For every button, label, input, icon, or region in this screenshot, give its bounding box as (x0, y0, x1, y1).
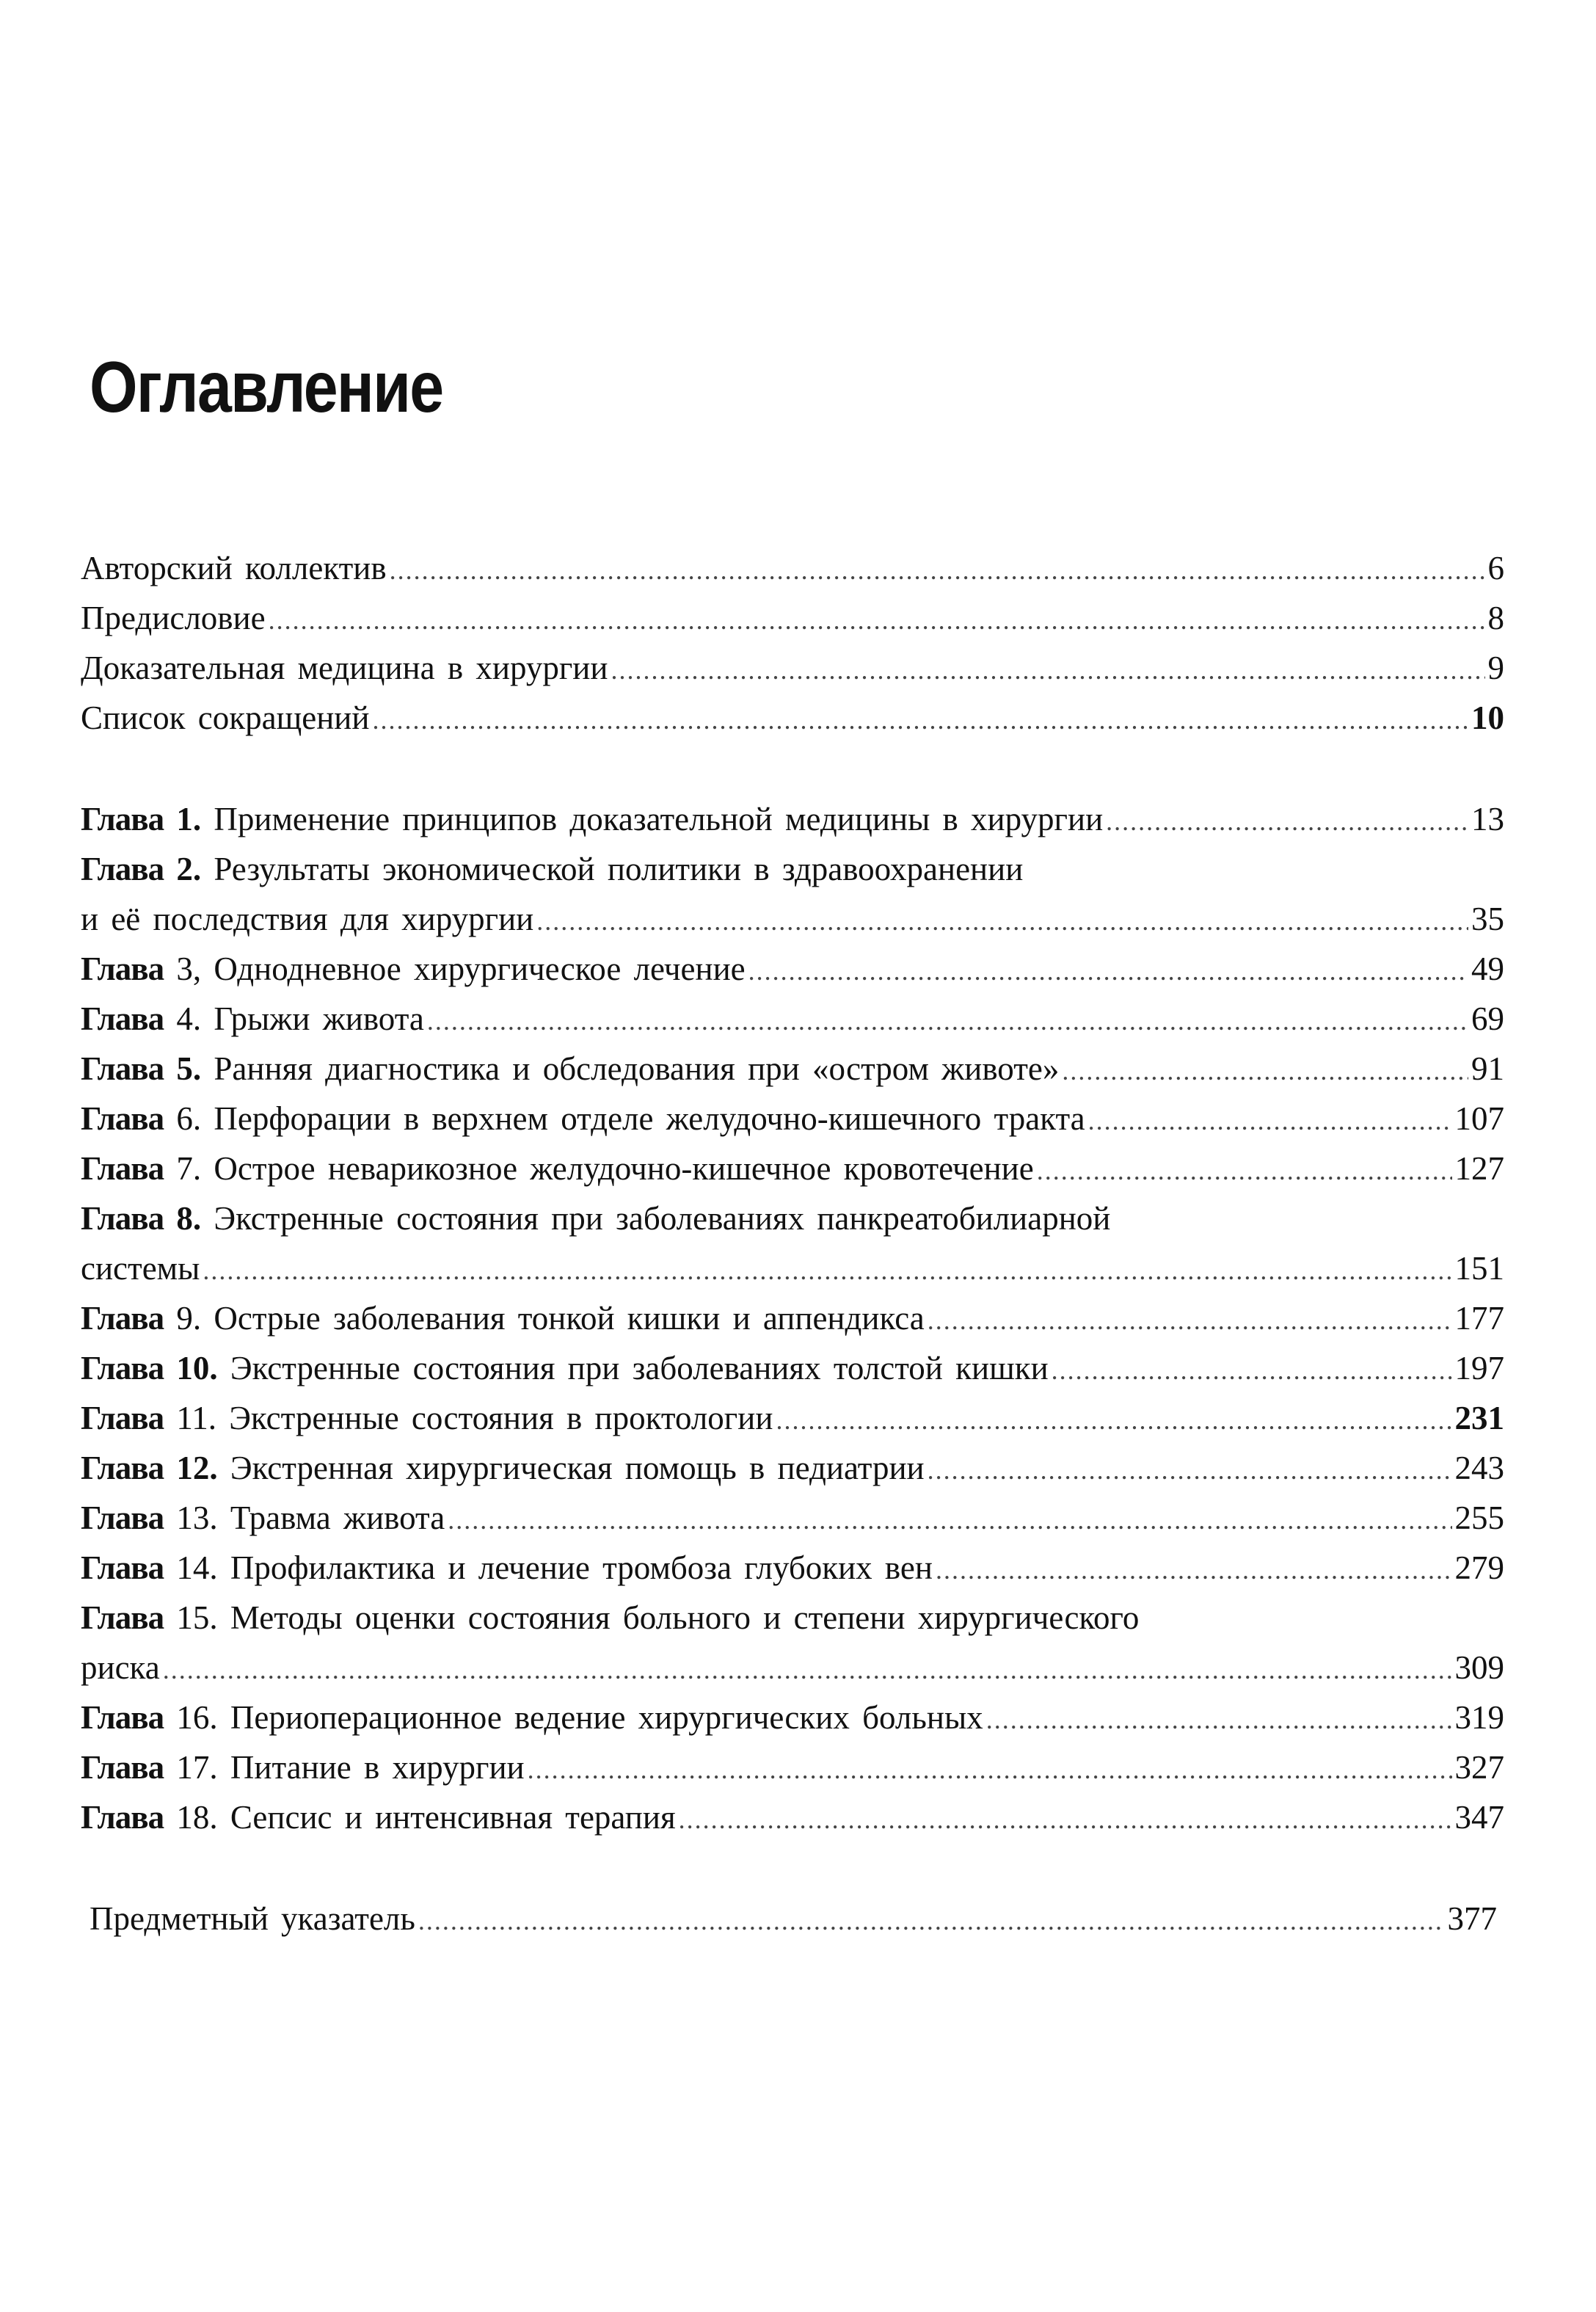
toc-entry-index[interactable] (90, 1894, 1497, 1944)
toc-entry-page: 6 (1487, 550, 1504, 586)
chapter-label: Глава (81, 1050, 164, 1087)
toc-entry[interactable] (81, 593, 1504, 643)
toc-chapter-entry[interactable] (81, 844, 1504, 894)
toc-entry-page: 377 (1447, 1900, 1497, 1937)
toc-entry-page: 49 (1471, 950, 1504, 987)
dot-leader (390, 545, 1485, 595)
toc-chapter-entry[interactable] (81, 1742, 1504, 1792)
dot-leader (528, 1745, 1452, 1795)
toc-chapter-entry[interactable] (81, 994, 1504, 1044)
toc-chapter-entry[interactable] (81, 1543, 1504, 1593)
toc-entry-page: 177 (1454, 1300, 1504, 1337)
chapter-title: Питание в хирургии (230, 1749, 525, 1786)
chapter-title: Экстренные состояния в проктологии (229, 1400, 773, 1436)
chapter-title: Перфорации в верхнем отделе желудочно-кишечного тракта (214, 1100, 1085, 1137)
toc-chapter-heading (81, 944, 746, 994)
chapter-number: 17. (176, 1749, 218, 1786)
dot-leader (372, 695, 1468, 745)
chapter-label: Глава (81, 1599, 164, 1636)
chapter-label: Глава (81, 1749, 164, 1786)
toc-front-matter (81, 543, 1504, 743)
toc-chapter-heading (81, 1742, 525, 1792)
toc-entry-title: Авторский коллектив (81, 550, 387, 586)
toc-chapter-heading (81, 1543, 933, 1593)
toc-entry-page: 231 (1454, 1400, 1504, 1436)
chapter-number: 10. (176, 1350, 218, 1386)
dot-leader (986, 1695, 1452, 1745)
chapter-label: Глава (81, 950, 164, 987)
chapter-number: 13. (176, 1499, 218, 1536)
toc-chapters (81, 794, 1504, 1842)
dot-leader (163, 1645, 1452, 1695)
toc-entry-page: 107 (1454, 1100, 1504, 1137)
toc-chapter-heading (81, 1343, 1049, 1393)
dot-leader (203, 1246, 1451, 1295)
toc-chapter-entry[interactable] (81, 794, 1504, 844)
chapter-label: Глава (81, 1200, 164, 1237)
toc-chapter-heading (81, 794, 1103, 844)
chapter-number: 5. (176, 1050, 202, 1087)
chapter-number: 1. (176, 801, 202, 837)
dot-leader (936, 1545, 1452, 1595)
chapter-label: Глава (81, 1150, 164, 1187)
chapter-label: Глава (81, 801, 164, 837)
toc-entry-page: 347 (1454, 1799, 1504, 1836)
toc-chapter-heading (81, 1193, 1110, 1243)
dot-leader (536, 896, 1468, 946)
chapter-number: 12. (176, 1450, 218, 1486)
toc-chapter-heading (81, 1044, 1059, 1094)
dot-leader (418, 1896, 1445, 1946)
dot-leader (269, 595, 1485, 645)
chapter-number: 3, (176, 950, 202, 987)
chapter-title: Профилактика и лечение тромбоза глубоких вен (230, 1549, 933, 1586)
toc-entry-page: 13 (1471, 801, 1504, 837)
chapter-number: 8. (176, 1200, 202, 1237)
toc-entry-title: Список сокращений (81, 699, 370, 736)
dot-leader (1052, 1345, 1452, 1395)
toc-entry-page: 309 (1454, 1649, 1504, 1686)
chapter-label: Глава (81, 1350, 164, 1386)
toc-entry-page: 243 (1454, 1450, 1504, 1486)
chapter-label: Глава (81, 851, 164, 887)
chapter-title: Результаты экономической политики в здравоохранении (214, 851, 1024, 887)
toc-chapter-heading (81, 1493, 445, 1543)
toc-entry-page: 35 (1471, 901, 1504, 937)
chapter-title: Экстренная хирургическая помощь в педиатрии (230, 1450, 925, 1486)
toc-entry-title: Доказательная медицина в хирургии (81, 650, 608, 686)
toc-entry-page: 279 (1454, 1549, 1504, 1586)
chapter-number: 9. (176, 1300, 202, 1337)
toc-chapter-entry[interactable] (81, 1693, 1504, 1742)
toc-chapter-heading (81, 1593, 1139, 1643)
toc-entry-page: 151 (1454, 1250, 1504, 1287)
chapter-number: 7. (176, 1150, 202, 1187)
dot-leader (748, 946, 1468, 996)
chapter-label: Глава (81, 1549, 164, 1586)
toc-entry-title: Предисловие (81, 600, 266, 636)
chapter-title: Экстренные состояния при заболеваниях толстой кишки (230, 1350, 1049, 1386)
chapter-number: 16. (176, 1699, 218, 1736)
toc-chapter-entry[interactable] (81, 1443, 1504, 1493)
toc-chapter-heading (81, 844, 1023, 894)
toc-entry-page: 127 (1454, 1150, 1504, 1187)
toc-chapter-heading (81, 1144, 1034, 1193)
toc-entry-page: 10 (1471, 699, 1504, 736)
toc-entry-page: 255 (1454, 1499, 1504, 1536)
dot-leader (1088, 1096, 1452, 1146)
dot-leader (1062, 1046, 1468, 1096)
toc-chapter-heading (81, 994, 424, 1044)
chapter-title: Ранняя диагностика и обследования при «остром животе» (214, 1050, 1060, 1087)
dot-leader (1037, 1146, 1452, 1196)
toc-chapter-entry[interactable] (81, 1193, 1504, 1243)
chapter-number: 18. (176, 1799, 218, 1836)
chapter-number: 2. (176, 851, 202, 887)
toc-chapter-heading (81, 1693, 983, 1742)
dot-leader (427, 996, 1468, 1046)
dot-leader (928, 1445, 1452, 1495)
dot-leader (679, 1795, 1452, 1844)
toc-entry[interactable] (81, 693, 1504, 743)
toc-entry[interactable] (81, 543, 1504, 593)
chapter-label: Глава (81, 1300, 164, 1337)
chapter-label: Глава (81, 1699, 164, 1736)
toc-entry-page: 9 (1487, 650, 1504, 686)
toc-chapter-entry[interactable] (81, 944, 1504, 994)
chapter-label: Глава (81, 1799, 164, 1836)
chapter-title: Грыжи живота (214, 1000, 424, 1037)
toc-entry-page: 319 (1454, 1699, 1504, 1736)
dot-leader (448, 1495, 1451, 1545)
toc-chapter-heading (81, 1094, 1085, 1144)
toc-chapter-entry[interactable] (81, 1792, 1504, 1842)
chapter-label: Глава (81, 1450, 164, 1486)
chapter-title: Однодневное хирургическое лечение (214, 950, 746, 987)
toc-chapter-entry[interactable] (81, 1393, 1504, 1443)
toc-chapter-entry-continuation[interactable] (81, 894, 1504, 944)
chapter-label: Глава (81, 1499, 164, 1536)
chapter-title-continuation: системы (81, 1250, 200, 1287)
toc-chapter-heading (81, 1393, 773, 1443)
toc-entry-page: 197 (1454, 1350, 1504, 1386)
toc-chapter-entry[interactable] (81, 1293, 1504, 1343)
chapter-title: Острые заболевания тонкой кишки и аппендикса (214, 1300, 925, 1337)
toc-entry-page: 91 (1471, 1050, 1504, 1087)
chapter-number: 15. (176, 1599, 218, 1636)
chapter-label: Глава (81, 1000, 164, 1037)
dot-leader (928, 1295, 1452, 1345)
toc-chapter-heading (81, 1792, 676, 1842)
dot-leader (776, 1395, 1451, 1445)
chapter-label: Глава (81, 1100, 164, 1137)
toc-chapter-entry[interactable] (81, 1144, 1504, 1193)
chapter-label: Глава (81, 1400, 164, 1436)
chapter-number: 4. (176, 1000, 202, 1037)
toc-chapter-entry[interactable] (81, 1493, 1504, 1543)
toc-chapter-entry-continuation[interactable] (81, 1243, 1504, 1293)
chapter-number: 11. (176, 1400, 216, 1436)
toc-entry-title: Предметный указатель (90, 1900, 415, 1937)
chapter-number: 14. (176, 1549, 218, 1586)
chapter-title: Острое неварикозное желудочно-кишечное кровотечение (214, 1150, 1034, 1187)
toc-chapter-entry[interactable] (81, 1094, 1504, 1144)
toc-chapter-heading (81, 1293, 925, 1343)
dot-leader (1106, 796, 1468, 846)
chapter-title: Применение принципов доказательной медицины в хирургии (214, 801, 1104, 837)
toc-entry[interactable] (81, 643, 1504, 693)
toc-entry-page: 69 (1471, 1000, 1504, 1037)
chapter-title: Экстренные состояния при заболеваниях панкреатобилиарной (214, 1200, 1111, 1237)
chapter-title: Периоперационное ведение хирургических больных (230, 1699, 983, 1736)
chapter-title: Травма живота (230, 1499, 445, 1536)
toc-entry-page: 327 (1454, 1749, 1504, 1786)
toc-chapter-entry[interactable] (81, 1593, 1504, 1643)
chapter-title-continuation: риска (81, 1649, 160, 1686)
chapter-number: 6. (176, 1100, 202, 1137)
page-title: Оглавление (90, 346, 443, 427)
toc-chapter-entry[interactable] (81, 1044, 1504, 1094)
toc-chapter-entry-continuation[interactable] (81, 1643, 1504, 1693)
chapter-title: Методы оценки состояния больного и степени хирургического (230, 1599, 1140, 1636)
toc-index (90, 1894, 1497, 1944)
chapter-title: Сепсис и интенсивная терапия (230, 1799, 676, 1836)
toc-entry-page: 8 (1487, 600, 1504, 636)
toc-chapter-entry[interactable] (81, 1343, 1504, 1393)
chapter-title-continuation: и её последствия для хирургии (81, 901, 534, 937)
toc-chapter-heading (81, 1443, 925, 1493)
dot-leader (611, 645, 1484, 695)
